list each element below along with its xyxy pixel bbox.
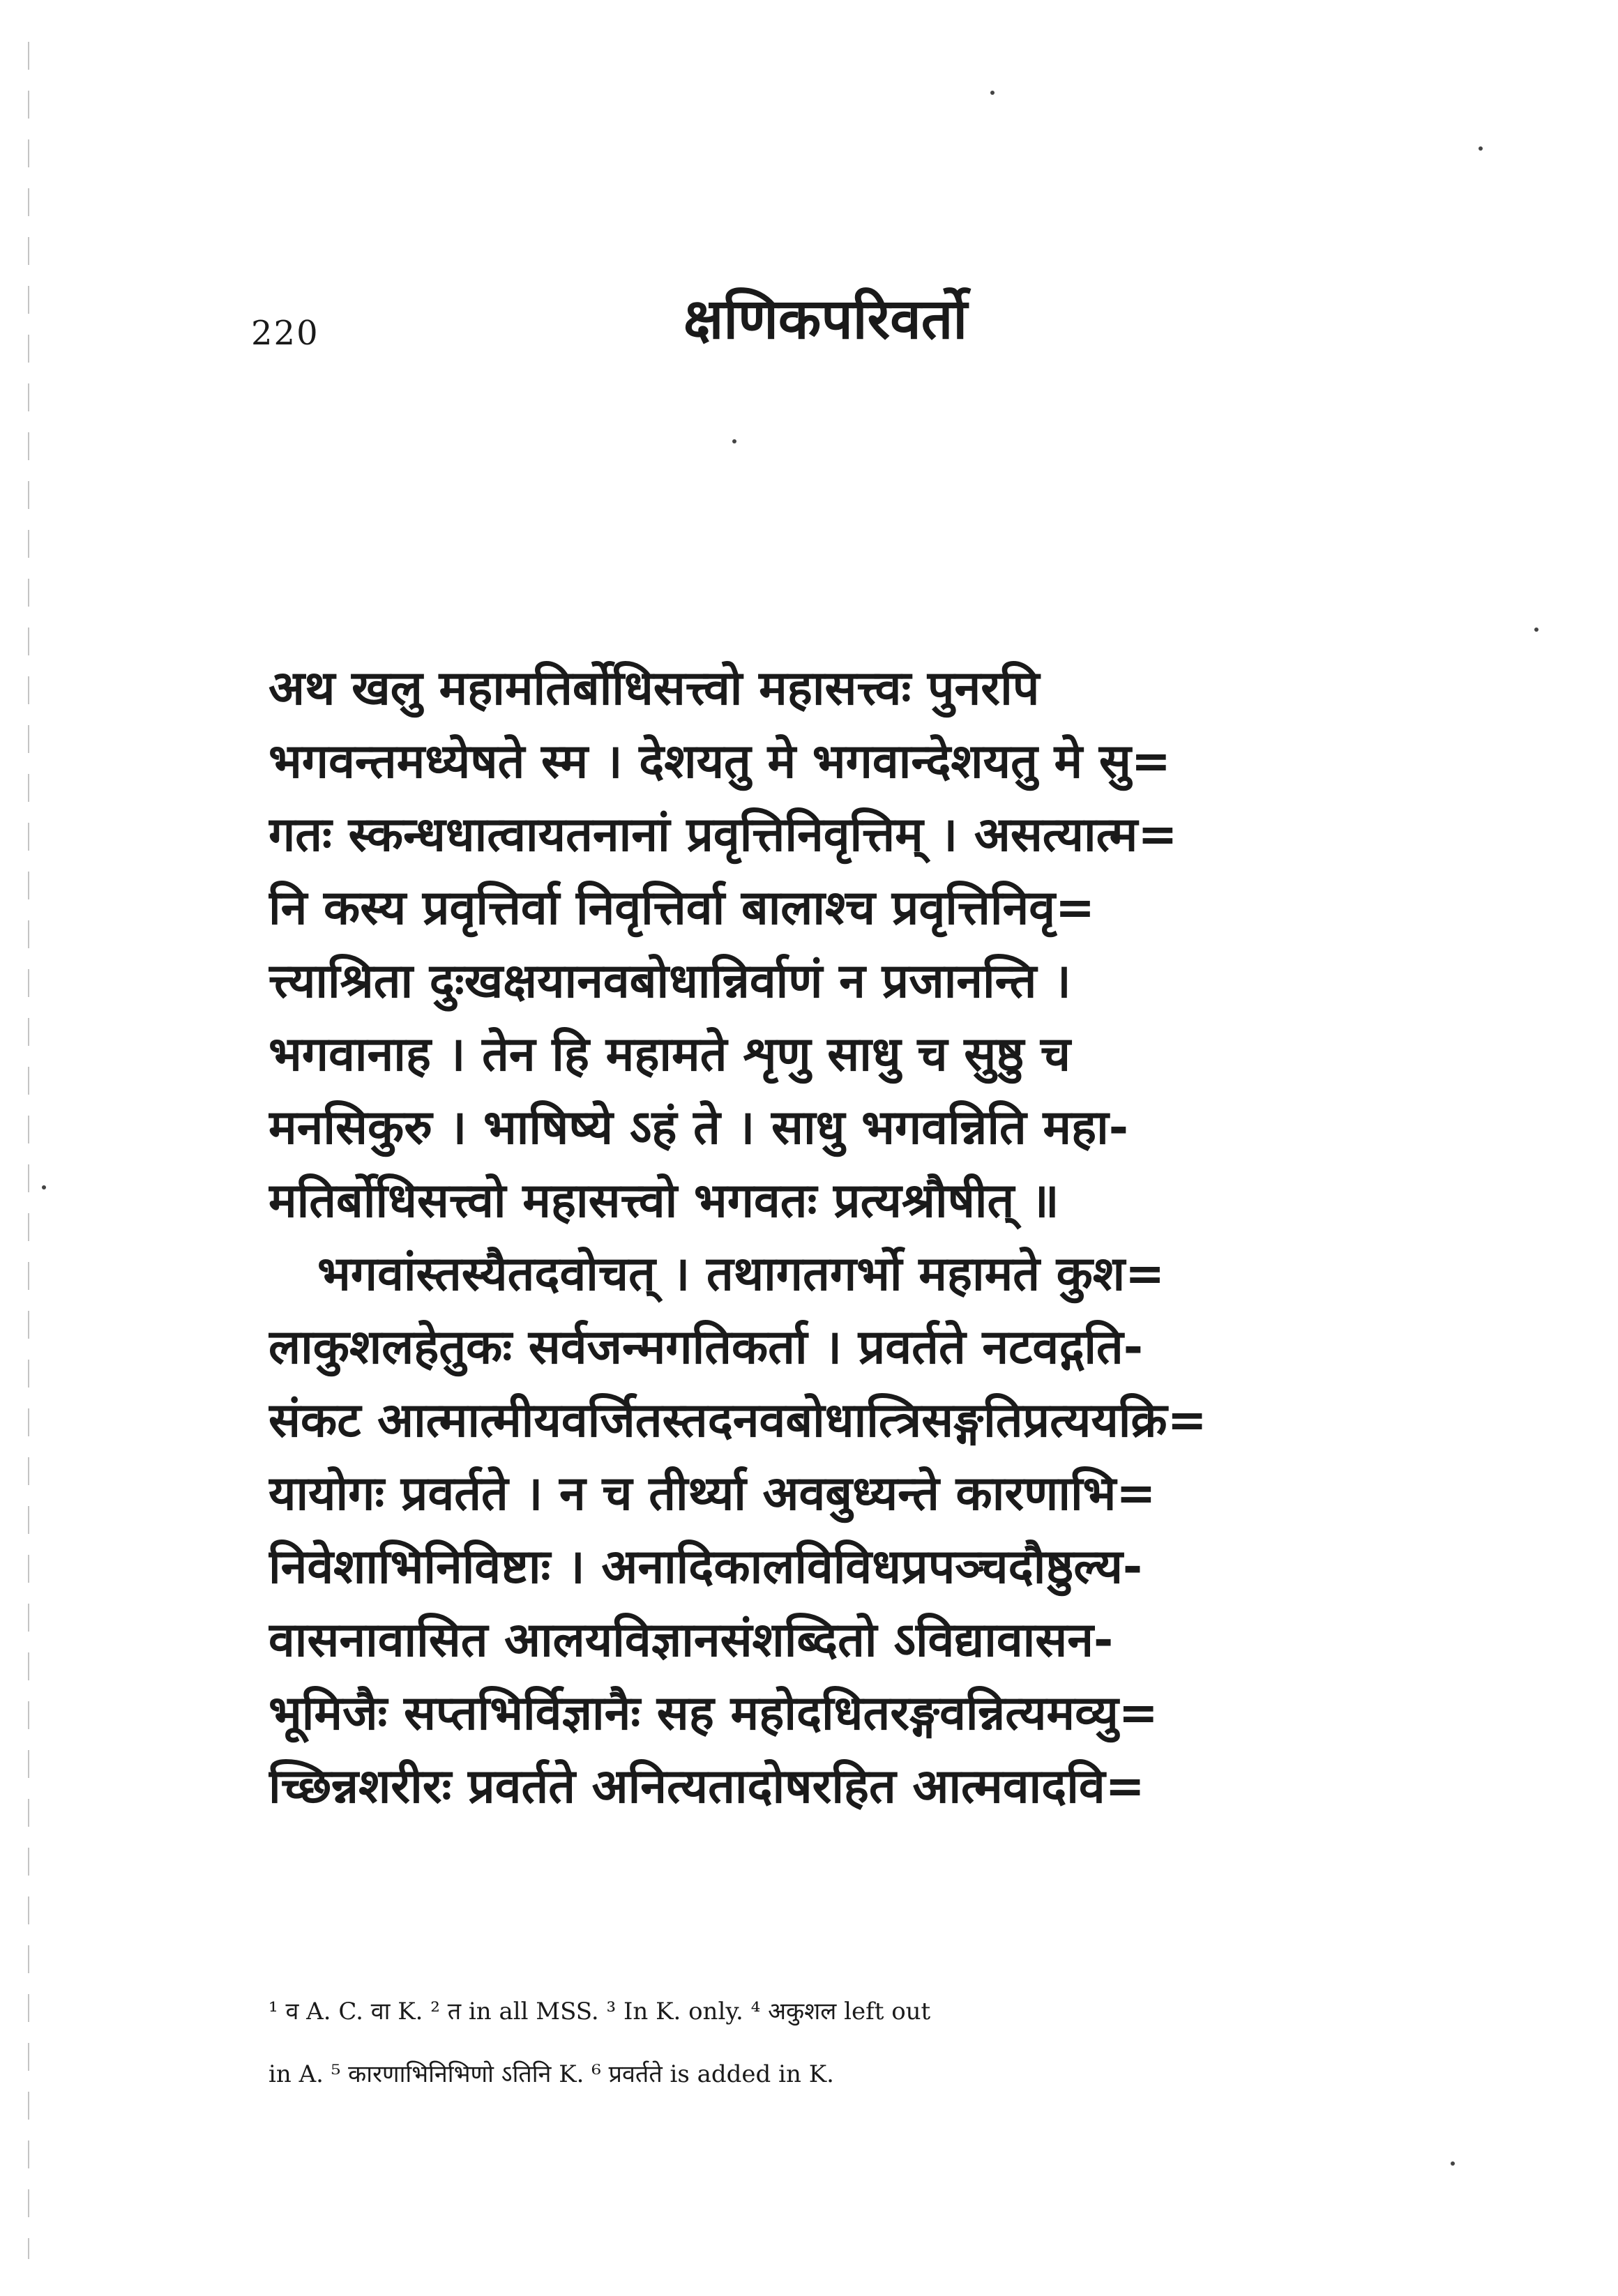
speck <box>1534 628 1538 632</box>
text-line: मतिर्बोधिसत्त्वो महासत्त्वो भगवतः प्रत्यश्रौषीत् ॥ <box>269 1173 1059 1229</box>
footnote-line: ¹ व A. C. वा K. ² त in all MSS. ³ In K. only. ⁴ अकुशल left out <box>269 1998 931 2025</box>
text-line: भगवानाह । तेन हि महामते शृणु साधु च सुष्ठु च <box>269 1027 1071 1082</box>
text-line: भूमिजैः सप्तभिर्विज्ञानैः सह महोदधितरङ्गवन्नित्यमव्यु= <box>269 1686 1158 1741</box>
body-text <box>269 652 1433 1823</box>
running-head: क्षणिकपरिवर्तो <box>683 287 968 351</box>
text-line: भगवन्तमध्येषते स्म । देशयतु मे भगवान्देशयतु मे सु= <box>269 734 1171 789</box>
text-line: निवेशाभिनिविष्टाः । अनादिकालविविधप्रपञ्चदौष्ठुल्य- <box>269 1539 1143 1595</box>
text-line: अथ खलु महामतिर्बोधिसत्त्वो महासत्त्वः पुनरपि <box>269 661 1040 716</box>
text-line: गतः स्कन्धधात्वायतनानां प्रवृत्तिनिवृत्तिम् । असत्यात्म= <box>269 807 1178 862</box>
text-line: त्त्याश्रिता दुःखक्षयानवबोधान्निर्वाणं न प्रजानन्ति । <box>269 954 1071 1009</box>
text-line: लाकुशलहेतुकः सर्वजन्मगतिकर्ता । प्रवर्तते नटवद्गति- <box>269 1320 1144 1375</box>
binding-edge <box>28 42 29 2259</box>
speck <box>990 91 995 95</box>
page-number: 220 <box>251 314 319 353</box>
text-line: भगवांस्तस्यैतदवोचत् । तथागतगर्भो महामते कुश= <box>317 1247 1165 1302</box>
text-line: नि कस्य प्रवृत्तिर्वा निवृत्तिर्वा बालाश्च प्रवृत्तिनिवृ= <box>269 881 1096 936</box>
text-line: यायोगः प्रवर्तते । न च तीर्थ्या अवबुध्यन्ते कारणाभि= <box>269 1466 1156 1521</box>
speck <box>732 439 736 443</box>
footnote-line: in A. ⁵ कारणाभिनिभिणो ऽतिनि K. ⁶ प्रवर्तते is added in K. <box>269 2060 834 2088</box>
text-line: वासनावासित आलयविज्ञानसंशब्दितो ऽविद्यावासन- <box>269 1613 1114 1668</box>
text-line: संकट आत्मात्मीयवर्जितस्तदनवबोधात्त्रिसङ्गतिप्रत्ययक्रि= <box>269 1393 1207 1448</box>
speck <box>1479 146 1483 151</box>
text-line: च्छिन्नशरीरः प्रवर्तते अनित्यतादोषरहित आत्मवादवि= <box>269 1759 1145 1814</box>
speck <box>42 1185 46 1189</box>
speck <box>1451 2161 1455 2166</box>
footnotes <box>269 1980 1433 2106</box>
text-line: मनसिकुरु । भाषिष्ये ऽहं ते । साधु भगवन्निति महा- <box>269 1100 1128 1155</box>
